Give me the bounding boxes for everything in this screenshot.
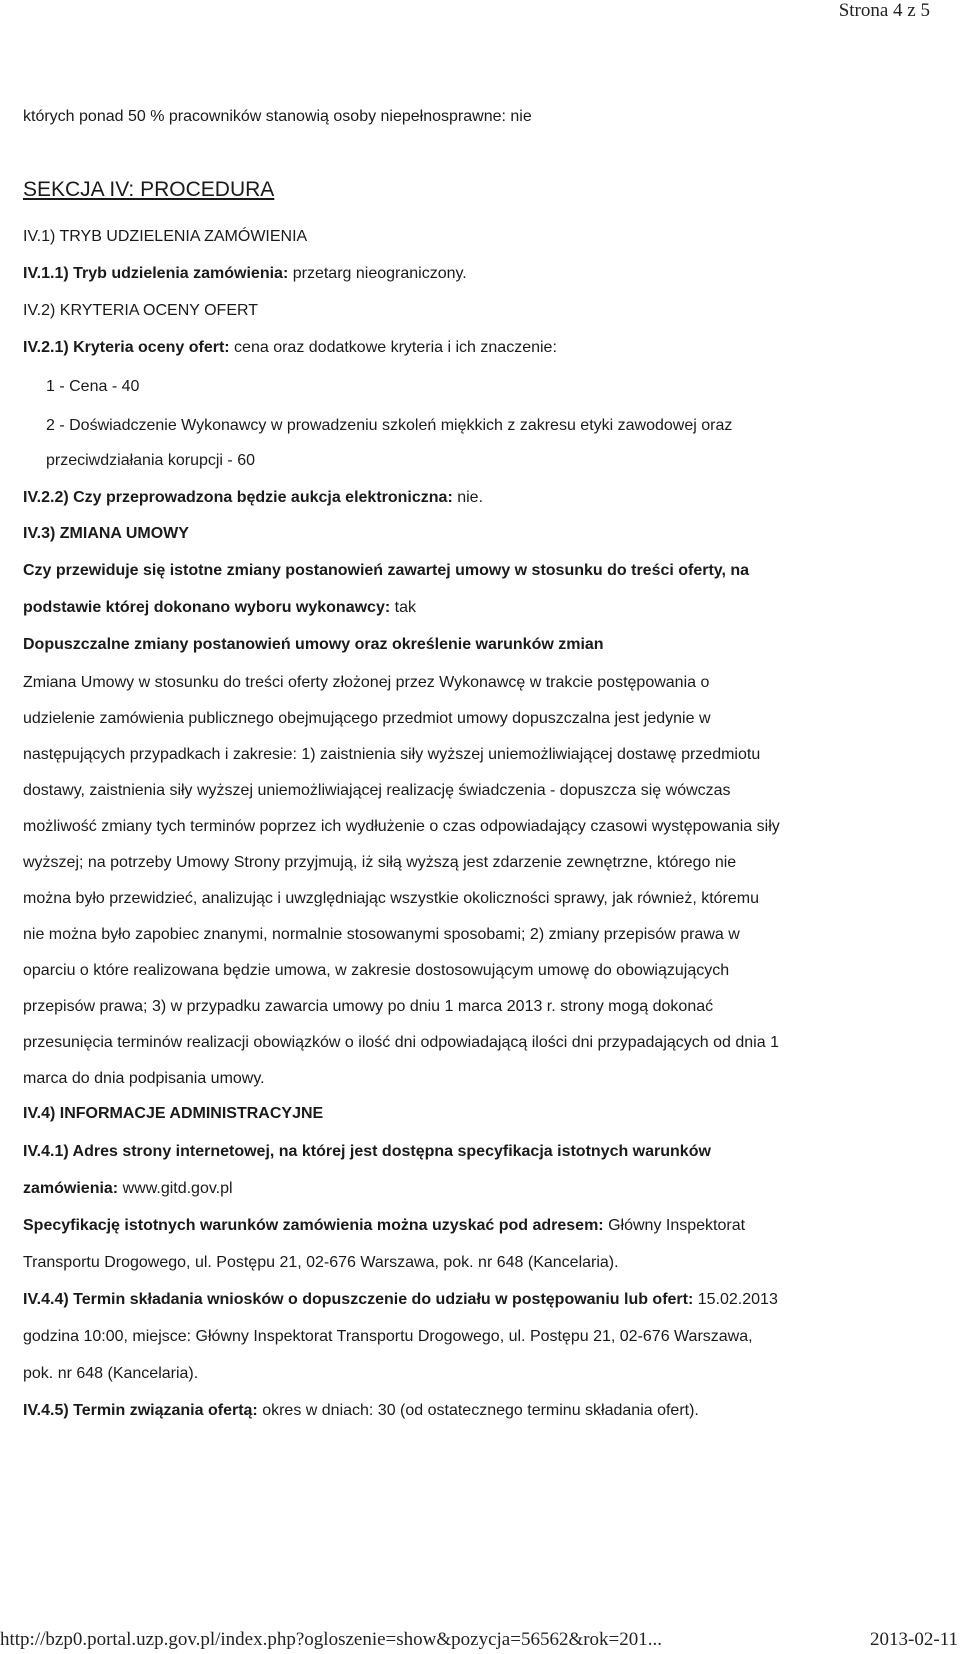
iv21-value: cena oraz dodatkowe kryteria i ich znaczenie: [229,339,557,356]
iv44-value-3: pok. nr 648 (Kancelaria). [23,1365,199,1382]
document-body [23,104,943,1423]
intro-line: których ponad 50 % pracowników stanowią osoby niepełnosprawne: nie [23,108,532,125]
iv45-row [23,1398,943,1423]
iv11-label: IV.1.1) Tryb udzielenia zamówienia: [23,265,289,282]
iv3-body-line: można było przewidzieć, analizując i uwzględniając wszystkie okoliczności sprawy, jak również, któremu [23,890,759,907]
iv11-value: przetarg nieograniczony. [288,265,467,282]
iv3-body-line: możliwość zmiany tych terminów poprzez ich wydłużenie o czas odpowiadający czasowi występowania siły [23,818,780,835]
iv22-value: nie. [452,489,484,506]
iv3-body-line: marca do dnia podpisania umowy. [23,1070,265,1087]
siwz-value-1: Główny Inspektorat [603,1217,746,1234]
iv2-title: IV.2) KRYTERIA OCENY OFERT [23,302,259,319]
iv3-body [23,665,943,1097]
footer-date: 2013-02-11 [870,1629,958,1650]
iv21-label: IV.2.1) Kryteria oceny ofert: [23,339,230,356]
iv3-body-line: oparciu o które realizowana będzie umowa, w zakresie dostosowującym umowę do obowiązujących [23,962,730,979]
iv22-label: IV.2.2) Czy przeprowadzona będzie aukcja elektroniczna: [23,489,453,506]
iv22-row [23,485,943,510]
iv41-label-1: IV.4.1) Adres strony internetowej, na której jest dostępna specyfikacja istotnych warunków [23,1143,711,1160]
iv41-value: www.gitd.gov.pl [118,1180,233,1197]
iv11-row [23,261,943,286]
iv41-label-2: zamówienia: [23,1180,119,1197]
iv3-answer: tak [390,599,416,616]
criterion-2-cont: przeciwdziałania korupcji - 60 [46,452,255,469]
page-footer [0,1621,960,1651]
iv45-label: IV.4.5) Termin związania ofertą: [23,1402,258,1419]
iv3-body-line: udzielenie zamówienia publicznego obejmującego przedmiot umowy dopuszczalna jest jedynie w [23,710,711,727]
footer-url: http://bzp0.portal.uzp.gov.pl/index.php?ogloszenie=show&pozycja=56562&rok=201... [0,1629,663,1650]
criterion-2: 2 - Doświadczenie Wykonawcy w prowadzeniu szkoleń miękkich z zakresu etyki zawodowej oraz [46,417,733,434]
iv3-body-line: Zmiana Umowy w stosunku do treści oferty złożonej przez Wykonawcę w trakcie postępowania o [23,674,710,691]
iv44-label: IV.4.4) Termin składania wniosków o dopuszczenie do udziału w postępowaniu lub ofert: [23,1291,694,1308]
iv44-value-1: 15.02.2013 [693,1291,778,1308]
iv3-body-line: wyższej; na potrzeby Umowy Strony przyjmują, iż siłą wyższą jest zdarzenie zewnętrzne, którego nie [23,854,737,871]
iv3-title: IV.3) ZMIANA UMOWY [23,525,189,542]
iv44-row [23,1287,943,1312]
iv21-row [23,335,943,360]
criterion-1: 1 - Cena - 40 [46,378,140,395]
siwz-label: Specyfikację istotnych warunków zamówienia można uzyskać pod adresem: [23,1217,604,1234]
page-number: Strona 4 z 5 [838,0,930,21]
iv4-title: IV.4) INFORMACJE ADMINISTRACYJNE [23,1105,324,1122]
iv3-changes-title: Dopuszczalne zmiany postanowień umowy oraz określenie warunków zmian [23,636,604,653]
section-title: SEKCJA IV: PROCEDURA [23,178,275,201]
iv41-row [23,1176,943,1201]
iv3-question-1: Czy przewiduje się istotne zmiany postanowień zawartej umowy w stosunku do treści oferty, na [23,562,750,579]
iv3-question-2 [23,595,943,620]
iv3-body-line: dostawy, zaistnienia siły wyższej uniemożliwiającej realizację świadczenia - dopuszcza się wówczas [23,782,731,799]
iv3-body-line: przepisów prawa; 3) w przypadku zawarcia umowy po dniu 1 marca 2013 r. strony mogą dokonać [23,998,714,1015]
iv45-value: okres w dniach: 30 (od ostatecznego terminu składania ofert). [257,1402,699,1419]
iv44-value-2: godzina 10:00, miejsce: Główny Inspektorat Transportu Drogowego, ul. Postępu 21, 02-676 Warszawa, [23,1328,753,1345]
iv3-body-line: następujących przypadkach i zakresie: 1) zaistnienia siły wyższej uniemożliwiającej dostawę przedmiotu [23,746,761,763]
iv3-question-2-label: podstawie której dokonano wyboru wykonawcy: [23,599,391,616]
siwz-row [23,1213,943,1238]
iv3-body-line: przesunięcia terminów realizacji obowiązków o ilość dni odpowiadającą ilości dni przypadających od dnia 1 [23,1034,779,1051]
siwz-value-2: Transportu Drogowego, ul. Postępu 21, 02-676 Warszawa, pok. nr 648 (Kancelaria). [23,1254,619,1271]
iv1-title: IV.1) TRYB UDZIELENIA ZAMÓWIENIA [23,228,308,245]
iv3-body-line: nie można było zapobiec znanymi, normalnie stosowanymi sposobami; 2) zmiany przepisów prawa w [23,926,740,943]
